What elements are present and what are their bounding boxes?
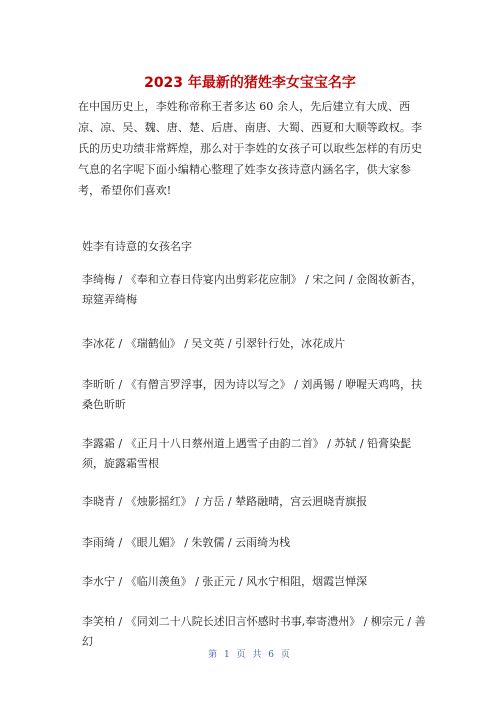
name-entry: 李露霜 / 《正月十八日蔡州道上遇雪子由韵二首》 / 苏轼 / 铅膏染髭须，旋露霜雪根	[82, 437, 412, 470]
name-entry: 李冰花 / 《瑞鹤仙》 / 吴文英 / 引翠针行处，冰花成片	[82, 337, 346, 350]
name-entry: 李晓青 / 《烛影摇红》 / 方岳 / 辇路融晴，宫云迥晓青旗报	[82, 495, 368, 508]
name-entry: 李雨绮 / 《眼儿媚》 / 朱敦儒 / 云雨绮为栈	[82, 536, 291, 549]
section-heading: 姓李有诗意的女孩名字	[82, 240, 192, 253]
name-entry: 李笑柏 / 《同刘二十八院长述旧言怀感时书事,奉寄澧州》 / 柳宗元 / 善幻	[82, 615, 426, 648]
intro-paragraph: 在中国历史上，李姓称帝称王者多达 60 余人，先后建立有大成、西凉、凉、吴、魏、唐、楚、后唐、南唐、大蜀、西夏和大顺等政权。李氏的历史功绩非常辉煌，那么对于李姓的女孩子可以取些怎样的有历史气息的名字呢下面小编精心整理了姓李女孩诗意内涵名字，供大家参考，希望你们喜欢!	[78, 100, 423, 197]
name-entry: 李水宁 / 《临川羡鱼》 / 张正元 / 风水宁相阻，烟霞岂惮深	[82, 575, 368, 588]
name-entry: 李绮梅 / 《奉和立春日侍宴内出剪彩花应制》 / 宋之问 / 金阁妆新杏，琼筵弄绮梅	[82, 273, 423, 306]
name-entry: 李昕昕 / 《有僧言罗浮事，因为诗以写之》 / 刘禹锡 / 咿喔天鸡鸣，扶桑色昕昕	[82, 378, 423, 411]
page-footer: 第 1 页 共 6 页	[208, 650, 292, 660]
document-title: 2023 年最新的猪姓李女宝宝名字	[144, 75, 356, 91]
